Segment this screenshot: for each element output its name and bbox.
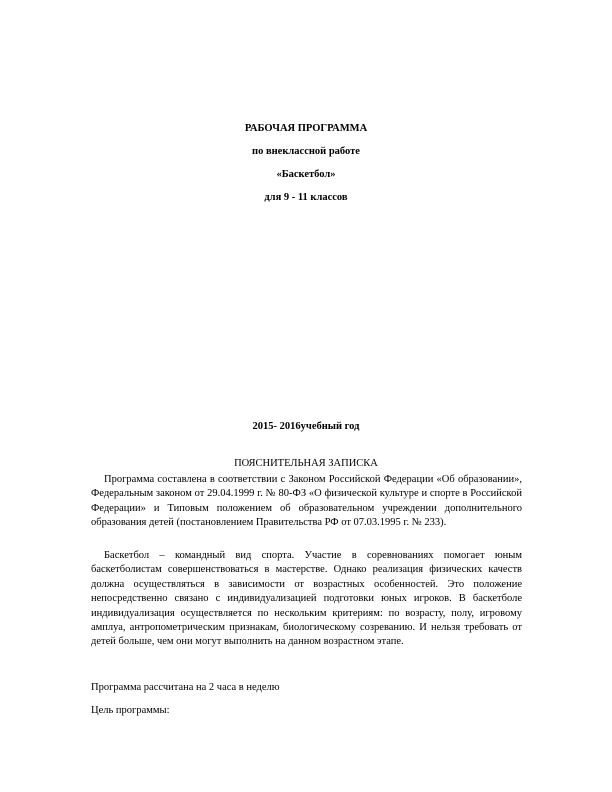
explanatory-note-heading: ПОЯСНИТЕЛЬНАЯ ЗАПИСКА bbox=[234, 458, 378, 469]
school-year: 2015- 2016учебный год bbox=[252, 421, 360, 432]
document-subtitle-sport: «Баскетбол» bbox=[276, 169, 336, 180]
document-title: РАБОЧАЯ ПРОГРАММА bbox=[244, 123, 368, 134]
document-subtitle-grades: для 9 - 11 классов bbox=[264, 192, 348, 203]
program-hours: Программа рассчитана на 2 часа в неделю bbox=[91, 682, 280, 693]
program-goal-label: Цель программы: bbox=[91, 705, 170, 716]
note-paragraph-basketball: Баскетбол – командный вид спорта. Участие в соревнованиях помогает юным баскетболистам совершенствоваться в мастерстве. Однако реализация физических качеств должна осуществляться в зависимости от возрастных особенностей. Это положение непосредственно связано с индивидуализацией подготовки юных игроков. В баскетболе индивидуализация осуществляется по нескольким критериям: по возрасту, полу, игровому амплуа, антропометрическим признакам, биологическому созреванию. И нельзя требовать от детей больше, чем они могут выполнить на данном возрастном этапе. bbox=[91, 550, 522, 648]
document-subtitle-activity: по внеклассной работе bbox=[252, 146, 360, 157]
note-paragraph-legal-basis: Программа составлена в соответствии с Законом Российской Федерации «Об образовании», Федеральным законом от 29.04.1999 г. № 80-ФЗ «О физической культуре и спорте в Российской Федерации» и Типовым положением об образовательном учреждении дополнительного образования детей (постановлением Правительства РФ от 07.03.1995 г. № 233). bbox=[91, 474, 522, 529]
